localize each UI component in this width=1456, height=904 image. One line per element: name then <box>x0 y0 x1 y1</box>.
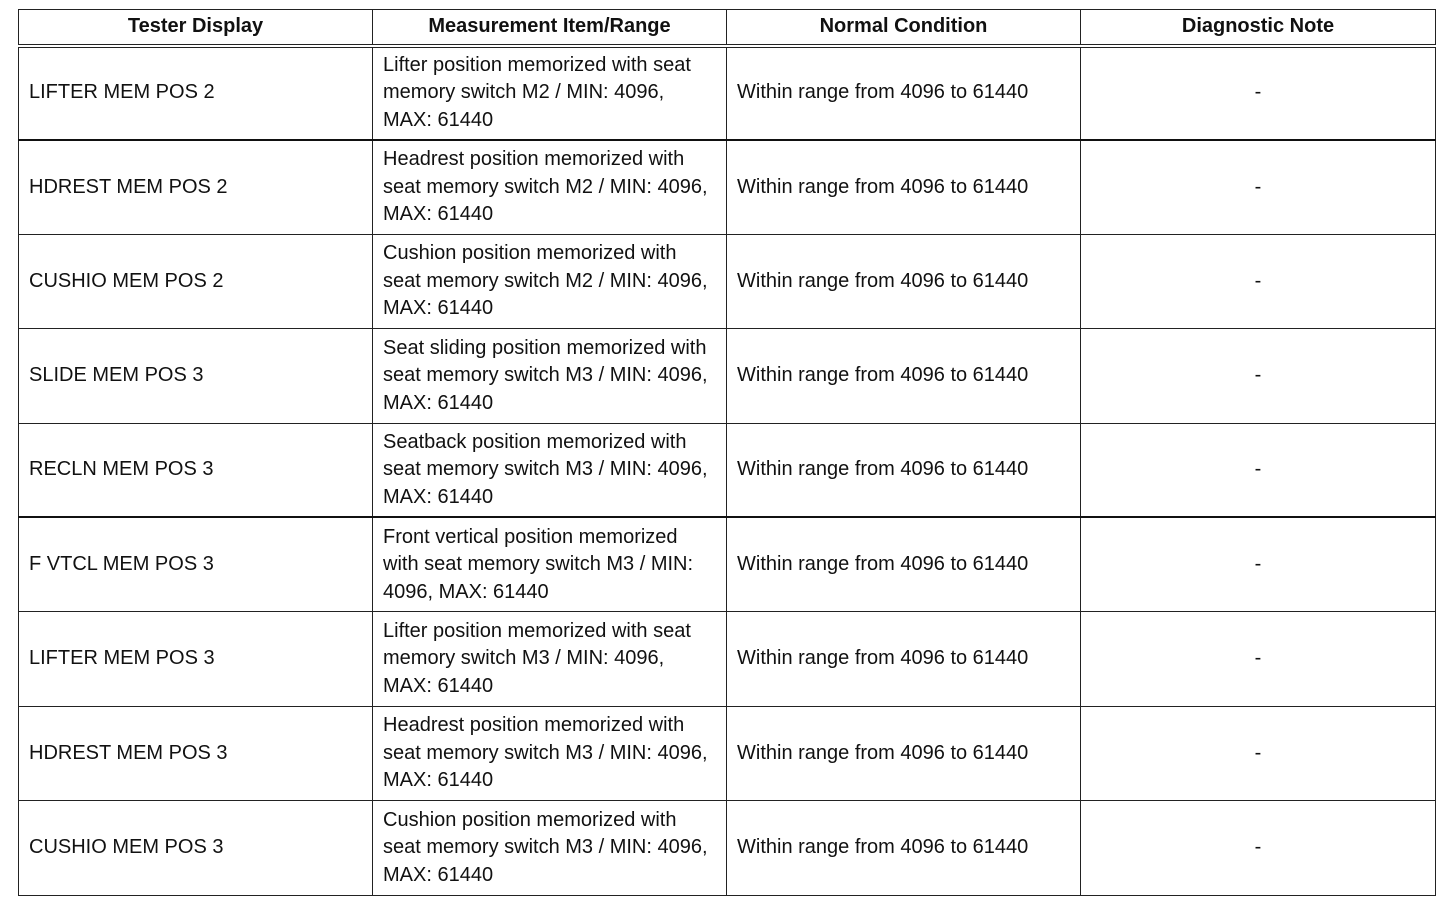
diagnostic-note-cell: - <box>1081 423 1436 517</box>
diagnostic-note-cell: - <box>1081 140 1436 234</box>
table-header <box>19 10 1436 46</box>
diagnostic-note-cell: - <box>1081 801 1436 895</box>
measurement-item-cell: Headrest position memorized with seat memory switch M3 / MIN: 4096, MAX: 61440 <box>373 706 727 800</box>
measurement-item-cell: Lifter position memorized with seat memory switch M2 / MIN: 4096, MAX: 61440 <box>373 46 727 140</box>
tester-display-cell: LIFTER MEM POS 2 <box>19 46 373 140</box>
tester-display-cell: CUSHIO MEM POS 3 <box>19 801 373 895</box>
measurement-item-cell: Seatback position memorized with seat memory switch M3 / MIN: 4096, MAX: 61440 <box>373 423 727 517</box>
header-tester-display: Tester Display <box>19 10 373 46</box>
table-row <box>19 234 1436 328</box>
header-normal-condition: Normal Condition <box>727 10 1081 46</box>
diagnostic-note-cell: - <box>1081 706 1436 800</box>
tester-display-cell: HDREST MEM POS 3 <box>19 706 373 800</box>
tester-display-cell: HDREST MEM POS 2 <box>19 140 373 234</box>
measurement-item-cell: Headrest position memorized with seat memory switch M2 / MIN: 4096, MAX: 61440 <box>373 140 727 234</box>
diagnostic-note-cell: - <box>1081 329 1436 423</box>
measurement-item-cell: Seat sliding position memorized with seat memory switch M3 / MIN: 4096, MAX: 61440 <box>373 329 727 423</box>
normal-condition-cell: Within range from 4096 to 61440 <box>727 140 1081 234</box>
tester-display-cell: LIFTER MEM POS 3 <box>19 612 373 706</box>
table-row <box>19 423 1436 517</box>
tester-display-cell: CUSHIO MEM POS 2 <box>19 234 373 328</box>
normal-condition-cell: Within range from 4096 to 61440 <box>727 329 1081 423</box>
table-row <box>19 706 1436 800</box>
diagnostic-note-cell: - <box>1081 46 1436 140</box>
diagnostic-note-cell: - <box>1081 234 1436 328</box>
normal-condition-cell: Within range from 4096 to 61440 <box>727 612 1081 706</box>
diagnostic-note-cell: - <box>1081 612 1436 706</box>
measurement-item-cell: Front vertical position memorized with seat memory switch M3 / MIN: 4096, MAX: 61440 <box>373 517 727 611</box>
table-row <box>19 329 1436 423</box>
tester-display-cell: RECLN MEM POS 3 <box>19 423 373 517</box>
tester-display-cell: SLIDE MEM POS 3 <box>19 329 373 423</box>
normal-condition-cell: Within range from 4096 to 61440 <box>727 423 1081 517</box>
header-measurement-item: Measurement Item/Range <box>373 10 727 46</box>
diagnostic-note-cell: - <box>1081 517 1436 611</box>
tester-display-cell: F VTCL MEM POS 3 <box>19 517 373 611</box>
table-row <box>19 801 1436 895</box>
data-list-table <box>18 9 1436 896</box>
normal-condition-cell: Within range from 4096 to 61440 <box>727 706 1081 800</box>
measurement-item-cell: Cushion position memorized with seat memory switch M3 / MIN: 4096, MAX: 61440 <box>373 801 727 895</box>
header-row <box>19 10 1436 46</box>
table-body <box>19 46 1436 896</box>
header-diagnostic-note: Diagnostic Note <box>1081 10 1436 46</box>
normal-condition-cell: Within range from 4096 to 61440 <box>727 801 1081 895</box>
table-row <box>19 140 1436 234</box>
measurement-item-cell: Cushion position memorized with seat memory switch M2 / MIN: 4096, MAX: 61440 <box>373 234 727 328</box>
table-row <box>19 517 1436 611</box>
table-row <box>19 46 1436 140</box>
table-row <box>19 612 1436 706</box>
normal-condition-cell: Within range from 4096 to 61440 <box>727 46 1081 140</box>
measurement-item-cell: Lifter position memorized with seat memory switch M3 / MIN: 4096, MAX: 61440 <box>373 612 727 706</box>
normal-condition-cell: Within range from 4096 to 61440 <box>727 517 1081 611</box>
normal-condition-cell: Within range from 4096 to 61440 <box>727 234 1081 328</box>
